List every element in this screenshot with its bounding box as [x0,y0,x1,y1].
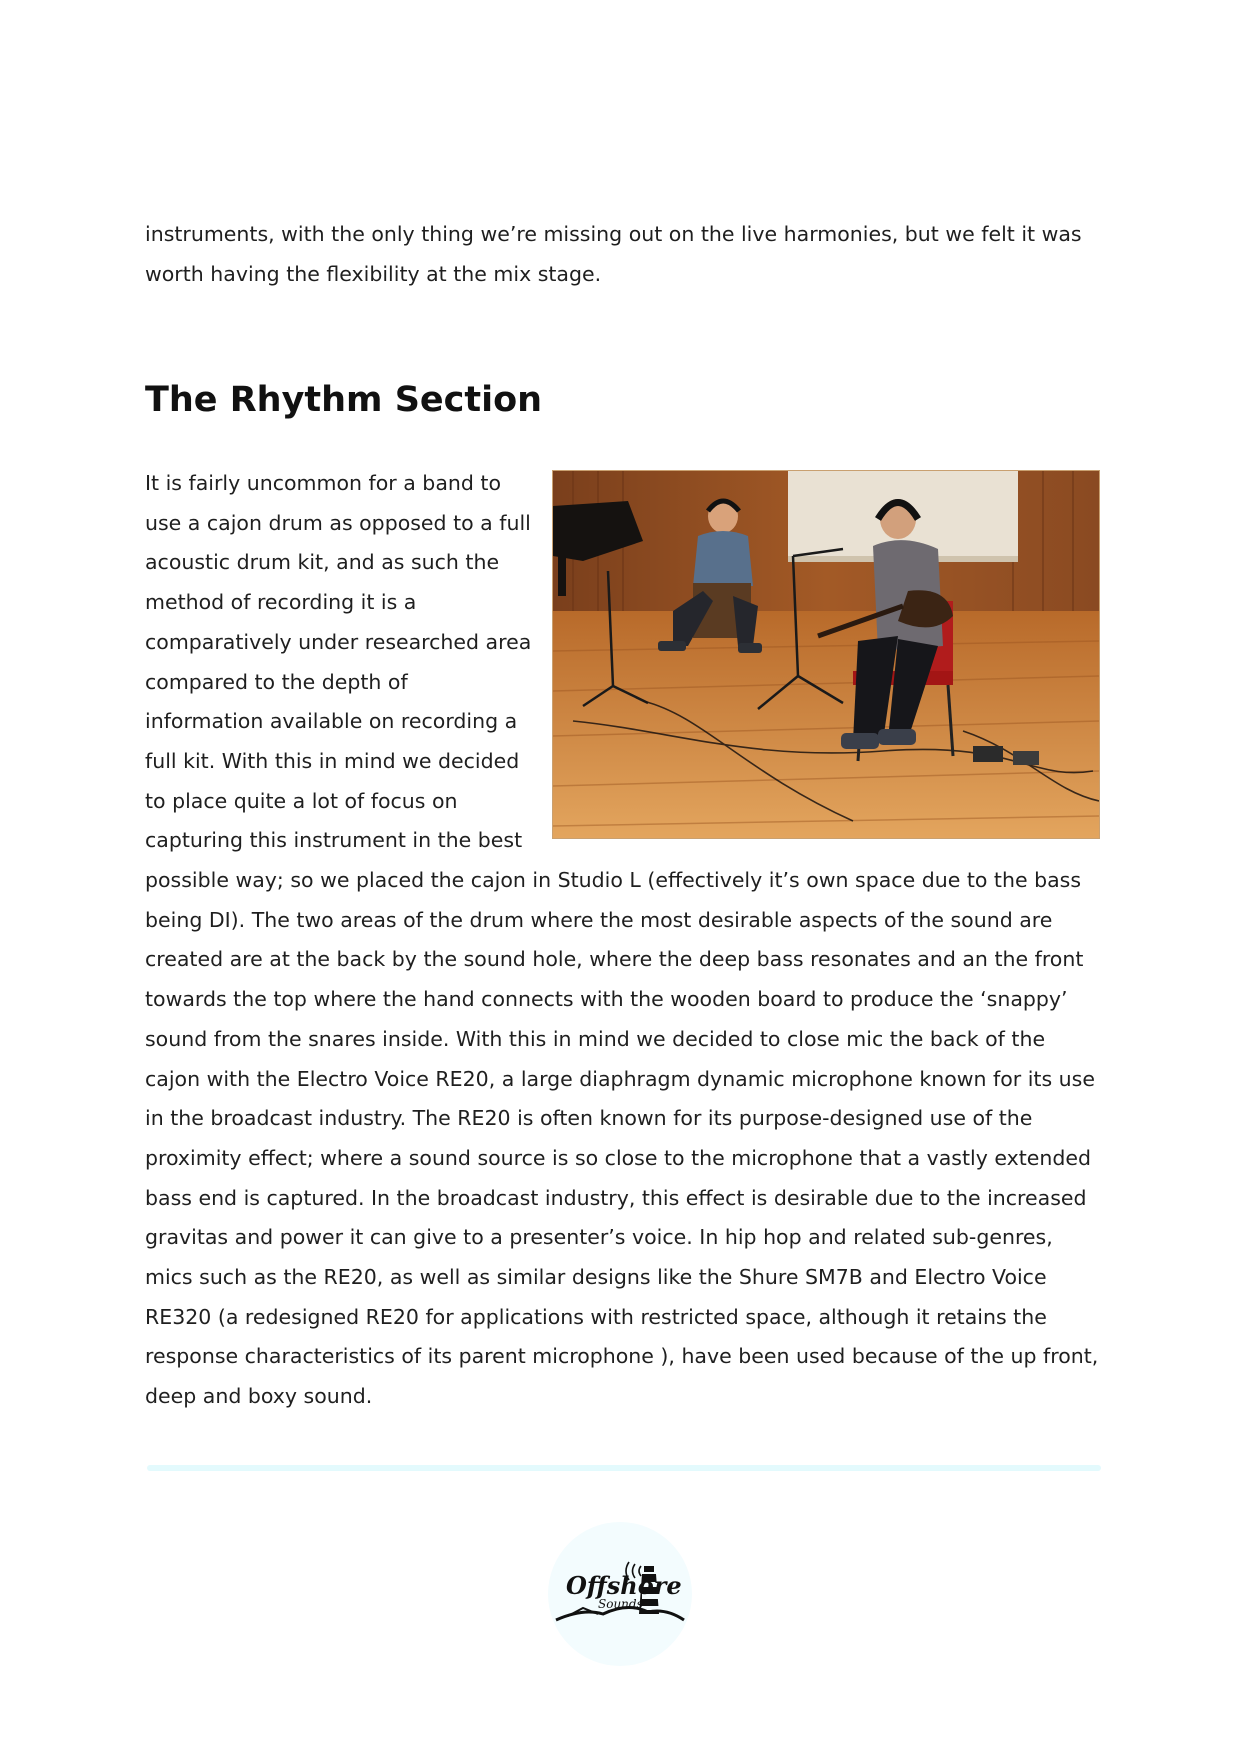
section-divider [147,1465,1101,1471]
logo-wordmark-offshore: Offshore [566,1571,682,1600]
section-body [145,464,1100,1417]
body-paragraph: It is fairly uncommon for a band to use a cajon drum as opposed to a full acoustic drum kit, and as such the method of recording it is a comparatively under researched area compared to the depth of information available on recording a full kit. With this in mind we decided to place quite a lot of focus on capturing this instrument in the best possible way; so we placed the cajon in Studio L (effectively it’s own space due to the bass being DI). The two areas of the drum where the most desirable aspects of the sound are created are at the back by the sound hole, where the deep bass resonates and an the front towards the top where the hand connects with the wooden board to produce the ‘snappy’ sound from the snares inside. With this in mind we decided to close mic the back of the cajon with the Electro Voice RE20, a large diaphragm dynamic microphone known for its use in the broadcast industry. The RE20 is often known for its purpose-designed use of the proximity effect; where a sound source is so close to the microphone that a vastly extended bass end is captured. In the broadcast industry, this effect is desirable due to the increased gravitas and power it can give to a presenter’s voice. In hip hop and related sub-genres, mics such as the RE20, as well as similar designs like the Shure SM7B and Electro Voice RE320 (a redesigned RE20 for applications with restricted space, although it retains the response characteristics of its parent microphone ), have been used because of the up front, deep and boxy sound. [145,471,1099,1409]
section-heading: The Rhythm Section [145,380,543,420]
studio-recording-photo [552,470,1100,839]
logo-wordmark-sounds: Sounds [598,1597,643,1611]
offshore-sounds-logo [548,1522,692,1666]
intro-paragraph: instruments, with the only thing we’re missing out on the live harmonies, but we felt it was worth having the flexibility at the mix stage. [145,222,1082,286]
